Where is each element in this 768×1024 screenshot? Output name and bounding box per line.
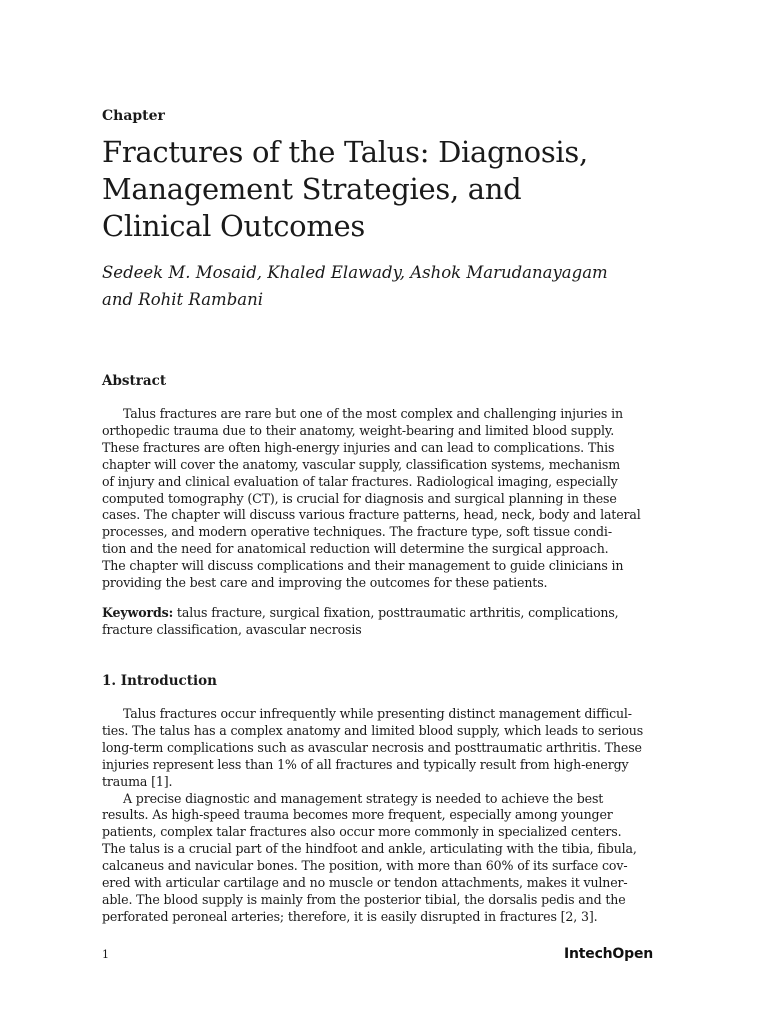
text-line: of injury and clinical evaluation of talar fractures. Radiological imaging, especially	[102, 473, 618, 489]
title-line: Fractures of the Talus: Diagnosis,	[102, 135, 588, 169]
author-line: Sedeek M. Mosaid, Khaled Elawady, Ashok Marudanayagam	[102, 263, 608, 282]
text-line: tion and the need for anatomical reduction will determine the surgical approach.	[102, 541, 609, 557]
keywords	[102, 605, 662, 639]
text-line: processes, and modern operative techniques. The fracture type, soft tissue condi-	[102, 524, 612, 540]
text-line: The chapter will discuss complications and their management to guide clinicians in	[102, 558, 624, 574]
text-line: ered with articular cartilage and no muscle or tendon attachments, makes it vulner-	[102, 875, 628, 891]
text-line: Talus fractures are rare but one of the most complex and challenging injuries in	[123, 406, 623, 421]
page-number: 1	[102, 948, 109, 961]
title-line: Management Strategies, and	[102, 172, 522, 206]
text-line: results. As high-speed trauma becomes more frequent, especially among younger	[102, 807, 613, 823]
text-line: The talus is a crucial part of the hindfoot and ankle, articulating with the tibia, fibula,	[102, 841, 637, 857]
keywords-text: talus fracture, surgical fixation, posttraumatic arthritis, complications,	[173, 605, 619, 620]
text-line: perforated peroneal arteries; therefore, it is easily disrupted in fractures [2, 3].	[102, 908, 598, 924]
title-line: Clinical Outcomes	[102, 209, 365, 243]
author-line: and Rohit Rambani	[102, 290, 263, 309]
abstract-text	[102, 406, 662, 592]
text-line: chapter will cover the anatomy, vascular supply, classification systems, mechanism	[102, 456, 620, 472]
publisher-logo: IntechOpen	[564, 946, 654, 962]
text-line: A precise diagnostic and management strategy is needed to achieve the best	[123, 790, 604, 806]
text-line: long-term complications such as avascular necrosis and posttraumatic arthritis. These	[102, 739, 642, 755]
text-line: patients, complex talar fractures also occur more commonly in specialized centers.	[102, 824, 622, 840]
text-line: cases. The chapter will discuss various fracture patterns, head, neck, body and lateral	[102, 507, 641, 523]
introduction-text	[102, 706, 662, 926]
text-line: able. The blood supply is mainly from the posterior tibial, the dorsalis pedis and the	[102, 891, 626, 907]
abstract-heading: Abstract	[102, 373, 167, 389]
text-line: orthopedic trauma due to their anatomy, weight-bearing and limited blood supply.	[102, 422, 615, 438]
text-line: trauma [1].	[102, 773, 173, 789]
chapter-label: Chapter	[102, 108, 165, 124]
chapter-title	[102, 134, 662, 245]
text-line: injuries represent less than 1% of all fractures and typically result from high-energy	[102, 756, 629, 772]
text-line: ties. The talus has a complex anatomy and limited blood supply, which leads to serious	[102, 722, 644, 738]
text-line: providing the best care and improving the outcomes for these patients.	[102, 575, 548, 591]
text-line: calcaneus and navicular bones. The position, with more than 60% of its surface cov-	[102, 858, 628, 874]
keywords-line	[102, 605, 662, 622]
keywords-line: fracture classification, avascular necrosis	[102, 621, 362, 637]
introduction-heading: 1. Introduction	[102, 673, 217, 689]
keywords-label: Keywords:	[102, 605, 174, 620]
text-line: These fractures are often high-energy injuries and can lead to complications. This	[102, 439, 615, 455]
text-line: computed tomography (CT), is crucial for diagnosis and surgical planning in these	[102, 490, 617, 506]
text-line: Talus fractures occur infrequently while presenting distinct management difficul-	[123, 706, 632, 721]
author-list	[102, 259, 662, 313]
